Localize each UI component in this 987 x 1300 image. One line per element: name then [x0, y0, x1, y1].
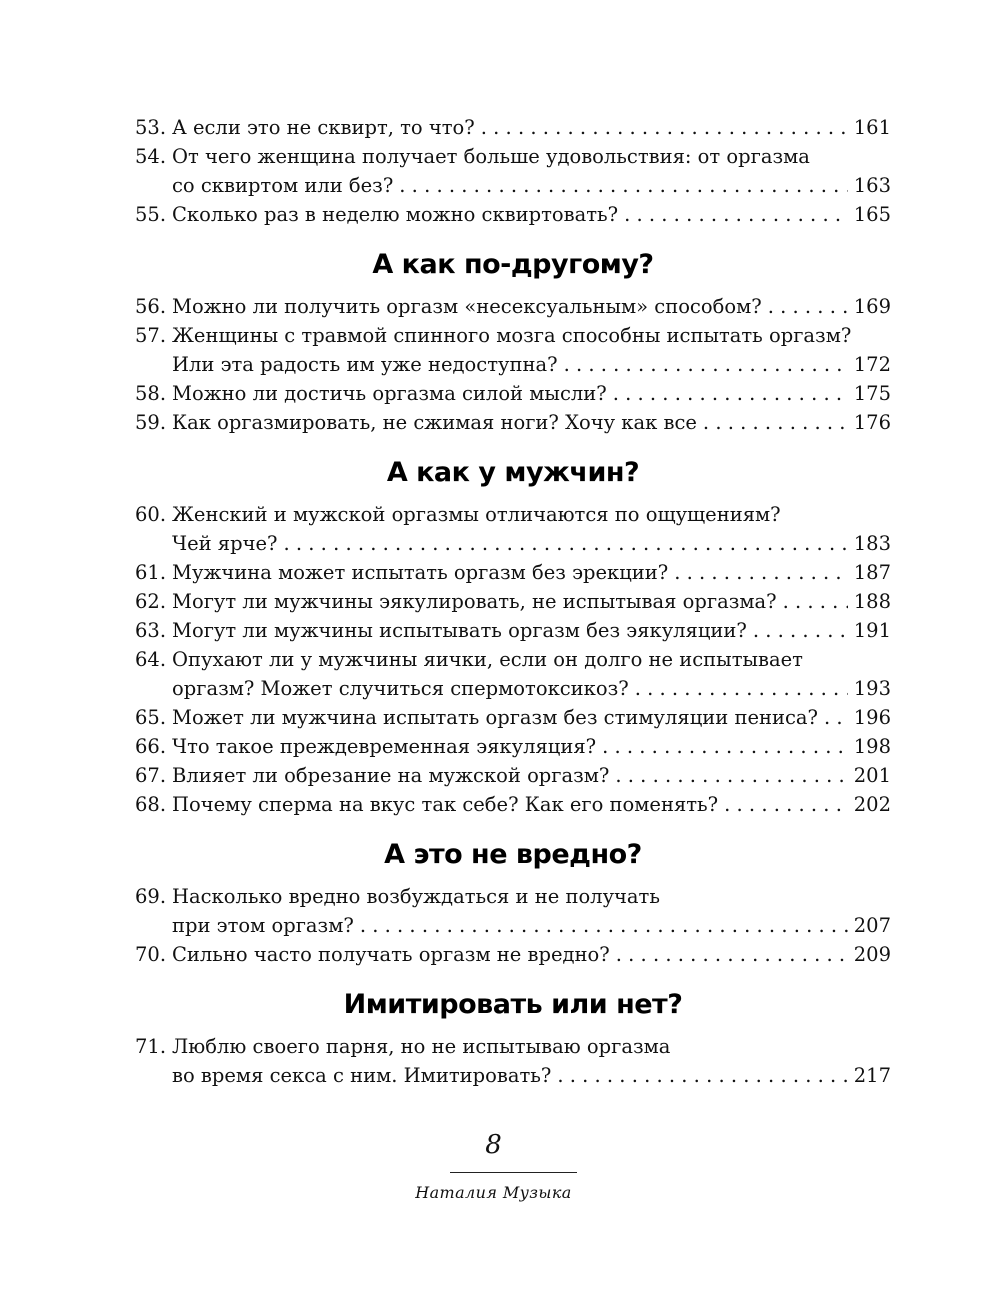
page-number: 8	[485, 1130, 502, 1160]
footer-divider	[450, 1172, 577, 1173]
toc-entry	[135, 379, 891, 408]
footer-author: Наталия Музыка	[415, 1183, 572, 1202]
entry-page-number: 196	[853, 706, 891, 729]
entry-page-number: 188	[853, 590, 891, 613]
dot-leader	[783, 587, 848, 616]
toc-entry	[135, 321, 891, 379]
entry-title: Может ли мужчина испытать оргазм без стимуляции пениса?	[172, 706, 818, 729]
section-heading: Имитировать или нет?	[343, 989, 683, 1020]
section-heading: А как у мужчин?	[386, 457, 640, 488]
dot-leader	[753, 616, 848, 645]
entry-number: 58.	[135, 382, 167, 405]
entry-number: 63.	[135, 619, 167, 642]
entry-page-number: 187	[853, 561, 891, 584]
entry-page-number: 209	[853, 943, 891, 966]
entry-page-number: 165	[853, 203, 891, 226]
toc-entry	[135, 616, 891, 645]
entry-page-number: 172	[853, 353, 891, 376]
entry-number: 64.	[135, 648, 167, 671]
entry-number: 56.	[135, 295, 167, 318]
table-of-contents	[135, 113, 891, 1090]
toc-entry	[135, 408, 891, 437]
entry-page-number: 176	[853, 411, 891, 434]
entry-title: Женский и мужской оргазмы отличаются по ощущениям?	[172, 503, 781, 526]
entry-title: Могут ли мужчины эякулировать, не испытывая оргазма?	[172, 590, 777, 613]
dot-leader	[602, 732, 848, 761]
dot-leader	[635, 674, 848, 703]
toc-entry	[135, 142, 891, 200]
dot-leader	[283, 529, 847, 558]
entry-title: Как оргазмировать, не сжимая ноги? Хочу как все	[172, 411, 697, 434]
toc-entry	[135, 292, 891, 321]
entry-title: Сколько раз в неделю можно сквиртовать?	[172, 203, 619, 226]
entry-number: 61.	[135, 561, 167, 584]
entry-page-number: 169	[853, 295, 891, 318]
entry-number: 65.	[135, 706, 167, 729]
dot-leader	[724, 790, 848, 819]
entry-number: 54.	[135, 145, 167, 168]
entry-title: Сильно часто получать оргазм не вредно?	[172, 943, 610, 966]
entry-title: Можно ли достичь оргазма силой мысли?	[172, 382, 607, 405]
toc-entry	[135, 1032, 891, 1090]
entry-page-number: 202	[853, 793, 891, 816]
dot-leader	[613, 379, 848, 408]
entry-number: 55.	[135, 203, 167, 226]
toc-entry	[135, 790, 891, 819]
entry-title: Влияет ли обрезание на мужской оргазм?	[172, 764, 610, 787]
entry-number: 66.	[135, 735, 167, 758]
entry-title: Можно ли получить оргазм «несексуальным» способом?	[172, 295, 762, 318]
entry-number: 69.	[135, 885, 167, 908]
dot-leader	[616, 940, 848, 969]
dot-leader	[768, 292, 848, 321]
entry-title: Могут ли мужчины испытывать оргазм без эякуляции?	[172, 619, 747, 642]
toc-entry	[135, 113, 891, 142]
section-heading: А как по-другому?	[372, 249, 654, 280]
entry-title: От чего женщина получает больше удовольствия: от оргазма	[172, 145, 810, 168]
entry-page-number: 198	[853, 735, 891, 758]
entry-title: Насколько вредно возбуждаться и не получать	[172, 885, 660, 908]
entry-title-continued: во время секса с ним. Имитировать?	[172, 1064, 552, 1087]
dot-leader	[360, 911, 848, 940]
entry-number: 57.	[135, 324, 167, 347]
toc-entry	[135, 732, 891, 761]
toc-entry	[135, 882, 891, 940]
toc-entry	[135, 500, 891, 558]
entry-title: Женщины с травмой спинного мозга способны испытать оргазм?	[172, 324, 852, 347]
entry-page-number: 183	[853, 532, 891, 555]
dot-leader	[481, 113, 848, 142]
dot-leader	[703, 408, 848, 437]
entry-title: Почему сперма на вкус так себе? Как его поменять?	[172, 793, 719, 816]
toc-entry	[135, 761, 891, 790]
entry-page-number: 161	[853, 116, 891, 139]
entry-number: 67.	[135, 764, 167, 787]
entry-page-number: 191	[853, 619, 891, 642]
dot-leader	[399, 171, 847, 200]
entry-page-number: 175	[853, 382, 891, 405]
entry-number: 71.	[135, 1035, 167, 1058]
toc-entry	[135, 200, 891, 229]
entry-title: Что такое преждевременная эякуляция?	[172, 735, 597, 758]
entry-title: А если это не сквирт, то что?	[172, 116, 475, 139]
entry-number: 60.	[135, 503, 167, 526]
entry-title: Опухают ли у мужчины яички, если он долго не испытывает	[172, 648, 803, 671]
entry-title: Мужчина может испытать оргазм без эрекции?	[172, 561, 669, 584]
entry-title-continued: Или эта радость им уже недоступна?	[172, 353, 558, 376]
entry-title-continued: со сквиртом или без?	[172, 174, 394, 197]
entry-page-number: 193	[853, 677, 891, 700]
section-heading: А это не вредно?	[384, 839, 642, 870]
toc-entry	[135, 587, 891, 616]
entry-number: 62.	[135, 590, 167, 613]
entry-page-number: 207	[853, 914, 891, 937]
entry-title-continued: оргазм? Может случиться спермотоксикоз?	[172, 677, 629, 700]
toc-entry	[135, 940, 891, 969]
entry-title: Люблю своего парня, но не испытываю оргазма	[172, 1035, 671, 1058]
toc-entry	[135, 703, 891, 732]
entry-page-number: 163	[853, 174, 891, 197]
entry-title-continued: при этом оргазм?	[172, 914, 354, 937]
entry-number: 70.	[135, 943, 167, 966]
entry-page-number: 217	[853, 1064, 891, 1087]
toc-entry	[135, 558, 891, 587]
dot-leader	[557, 1061, 847, 1090]
dot-leader	[624, 200, 848, 229]
toc-entry	[135, 645, 891, 703]
dot-leader	[824, 703, 848, 732]
entry-number: 59.	[135, 411, 167, 434]
entry-number: 53.	[135, 116, 167, 139]
entry-title-continued: Чей ярче?	[172, 532, 278, 555]
entry-number: 68.	[135, 793, 167, 816]
dot-leader	[615, 761, 847, 790]
entry-page-number: 201	[853, 764, 891, 787]
dot-leader	[564, 350, 848, 379]
dot-leader	[674, 558, 848, 587]
